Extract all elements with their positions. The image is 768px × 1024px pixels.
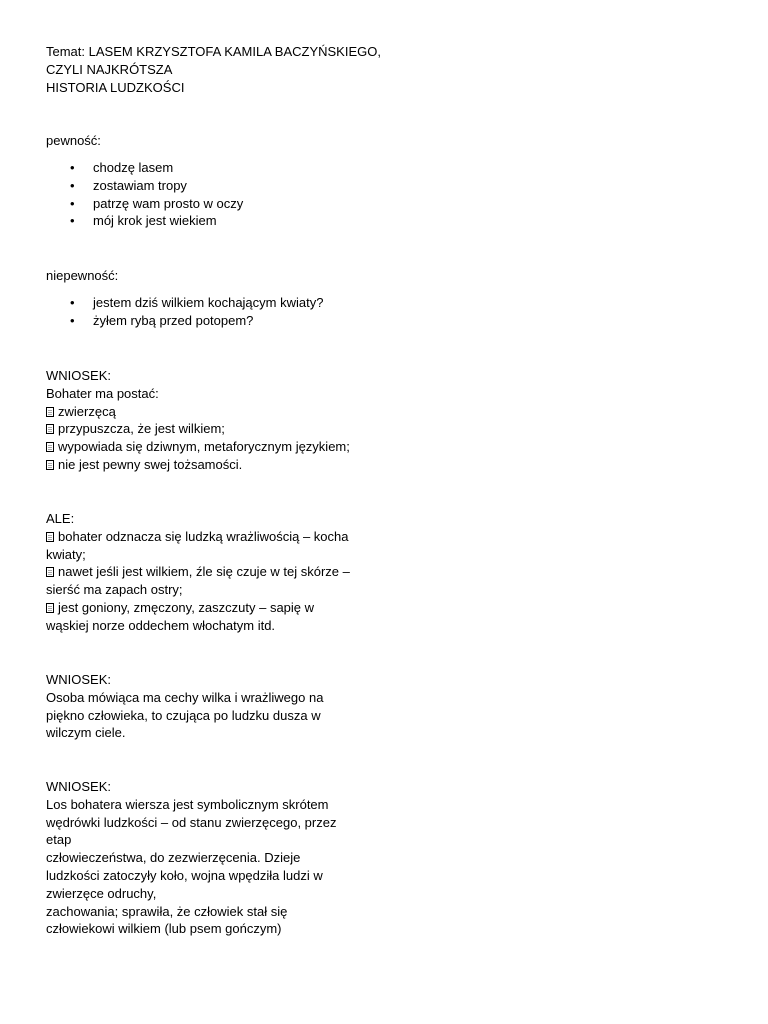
- list-item: • jestem dziś wilkiem kochającym kwiaty?: [70, 295, 324, 310]
- but-point-1-line-1: bohater odznacza się ludzką wrażliwością – kocha: [46, 528, 356, 546]
- missing-glyph-icon: [46, 424, 54, 434]
- but-heading: ALE:: [46, 511, 75, 526]
- but-point-2-line-2: sierść ma zapach ostry;: [46, 582, 183, 598]
- conclusion-1-heading: WNIOSEK:: [46, 368, 112, 383]
- conclusion-3-line: Los bohatera wiersza jest symbolicznym skrótem: [46, 796, 329, 812]
- missing-glyph-icon: [46, 603, 54, 613]
- conclusion-1-point: nie jest pewny swej tożsamości.: [46, 456, 356, 474]
- but-section: [46, 510, 356, 635]
- certainty-list-wrap: [46, 159, 356, 230]
- missing-glyph-icon: [46, 442, 54, 452]
- title-line-1: Temat: LASEM KRZYSZTOFA KAMILA BACZYŃSKIEGO,: [46, 44, 381, 59]
- bullet-icon: •: [70, 177, 75, 193]
- conclusion-1-point: przypuszcza, że jest wilkiem;: [46, 420, 356, 438]
- bullet-icon: •: [70, 195, 75, 211]
- conclusion-2-line: wilczym ciele.: [46, 725, 126, 741]
- missing-glyph-icon: [46, 407, 54, 417]
- conclusion-1-intro: Bohater ma postać:: [46, 385, 159, 401]
- conclusion-2-line: piękno człowieka, to czująca po ludzku dusza w: [46, 707, 321, 723]
- uncertainty-list: [46, 294, 356, 330]
- list-item: • chodzę lasem: [70, 160, 174, 175]
- missing-glyph-icon: [46, 460, 54, 470]
- conclusion-3-line: ludzkości zatoczyły koło, wojna wpędziła ludzi w: [46, 867, 323, 883]
- document-title: [46, 43, 381, 96]
- but-point-1-line-2: kwiaty;: [46, 546, 86, 562]
- conclusion-2-line: Osoba mówiąca ma cechy wilka i wrażliwego na: [46, 689, 324, 705]
- but-point-2-line-1: nawet jeśli jest wilkiem, źle się czuje w tej skórze –: [46, 563, 356, 581]
- conclusion-3-line: wędrówki ludzkości – od stanu zwierzęcego, przez: [46, 814, 337, 830]
- conclusion-3-line: zwierzęce odruchy,: [46, 885, 157, 901]
- certainty-heading: pewność:: [46, 133, 101, 148]
- certainty-list: [46, 159, 356, 230]
- list-item: • zostawiam tropy: [70, 177, 187, 193]
- conclusion-3-line: zachowania; sprawiła, że człowiek stał się: [46, 903, 288, 919]
- conclusion-3-line: etap: [46, 832, 72, 848]
- conclusion-1-section: [46, 367, 356, 474]
- conclusion-1-point: zwierzęcą: [46, 403, 356, 421]
- uncertainty-heading: niepewność:: [46, 268, 119, 283]
- list-item: • mój krok jest wiekiem: [70, 213, 217, 229]
- conclusion-2-section: [46, 671, 356, 742]
- bullet-icon: •: [70, 295, 75, 310]
- conclusion-3-section: [46, 778, 356, 938]
- title-line-3: HISTORIA LUDZKOŚCI: [46, 79, 185, 95]
- bullet-icon: •: [70, 213, 75, 229]
- bullet-icon: •: [70, 312, 75, 328]
- missing-glyph-icon: [46, 532, 54, 542]
- but-point-3-line-2: wąskiej norze oddechem włochatym itd.: [46, 617, 276, 633]
- conclusion-3-heading: WNIOSEK:: [46, 779, 112, 794]
- conclusion-1-point: wypowiada się dziwnym, metaforycznym językiem;: [46, 438, 356, 456]
- bullet-icon: •: [70, 160, 75, 175]
- but-point-3-line-1: jest goniony, zmęczony, zaszczuty – sapię w: [46, 599, 356, 617]
- missing-glyph-icon: [46, 567, 54, 577]
- list-item: • żyłem rybą przed potopem?: [70, 312, 254, 328]
- conclusion-2-heading: WNIOSEK:: [46, 672, 112, 687]
- conclusion-3-line: człowiekowi wilkiem (lub psem gończym): [46, 921, 282, 937]
- uncertainty-list-wrap: [46, 294, 356, 330]
- title-line-2: CZYLI NAJKRÓTSZA: [46, 61, 173, 77]
- list-item: • patrzę wam prosto w oczy: [70, 195, 244, 211]
- conclusion-3-line: człowieczeństwa, do zezwierzęcenia. Dzieje: [46, 850, 301, 866]
- uncertainty-section: [46, 267, 356, 285]
- certainty-section: [46, 132, 356, 150]
